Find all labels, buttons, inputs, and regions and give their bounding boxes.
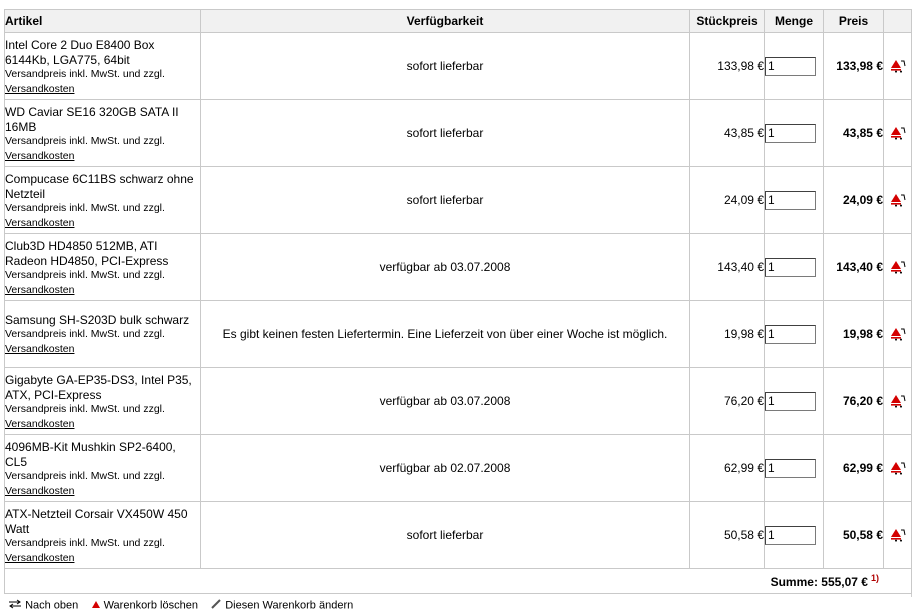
price-cell: 62,99 € [824,435,884,502]
shipping-cost-link[interactable]: Versandkosten [5,283,75,296]
quantity-input[interactable] [765,459,816,478]
article-cell [5,234,201,301]
quantity-cell [765,435,824,502]
availability-cell: sofort lieferbar [201,33,690,100]
shipping-note: Versandpreis inkl. MwSt. und zzgl. [5,402,165,415]
action-cell [884,100,912,167]
article-cell [5,100,201,167]
action-cell [884,502,912,569]
shipping-cost-link[interactable]: Versandkosten [5,216,75,229]
cart-remove-icon[interactable] [890,461,906,475]
table-row [5,33,912,100]
column-header-actions [884,10,912,33]
cart-total: Summe: 555,07 € [770,575,868,589]
table-row [5,234,912,301]
availability-cell: sofort lieferbar [201,167,690,234]
article-cell [5,301,201,368]
table-row [5,301,912,368]
shipping-note: Versandpreis inkl. MwSt. und zzgl. [5,268,165,281]
quantity-cell [765,167,824,234]
table-row [5,368,912,435]
shipping-note: Versandpreis inkl. MwSt. und zzgl. [5,67,165,80]
quantity-cell [765,234,824,301]
shipping-note: Versandpreis inkl. MwSt. und zzgl. [5,469,165,482]
article-cell [5,502,201,569]
article-cell [5,435,201,502]
article-name: WD Caviar SE16 320GB SATA II 16MB [5,104,179,134]
quantity-cell [765,100,824,167]
shipping-cost-link[interactable]: Versandkosten [5,417,75,430]
column-header-menge: Menge [765,10,824,33]
article-name: Club3D HD4850 512MB, ATI Radeon HD4850, PCI-Express [5,238,169,268]
column-header-preis: Preis [824,10,884,33]
quantity-input[interactable] [765,258,816,277]
quantity-input[interactable] [765,57,816,76]
action-cell [884,368,912,435]
quantity-input[interactable] [765,124,816,143]
action-cell [884,167,912,234]
quantity-input[interactable] [765,325,816,344]
column-header-artikel: Artikel [5,10,201,33]
availability-cell: sofort lieferbar [201,502,690,569]
column-header-stueckpreis: Stückpreis [690,10,765,33]
shipping-note: Versandpreis inkl. MwSt. und zzgl. [5,134,165,147]
quantity-input[interactable] [765,191,816,210]
legend-label-up[interactable]: Nach oben [25,599,79,612]
shipping-note: Versandpreis inkl. MwSt. und zzgl. [5,201,165,214]
legend-label-edit-cart[interactable]: Diesen Warenkorb ändern [225,599,354,612]
cart-table [4,9,912,594]
unit-price-cell: 133,98 € [690,33,765,100]
unit-price-cell: 19,98 € [690,301,765,368]
shipping-cost-link[interactable]: Versandkosten [5,343,75,355]
price-cell: 19,98 € [824,301,884,368]
table-row [5,435,912,502]
shipping-cost-link[interactable]: Versandkosten [5,484,75,497]
unit-price-cell: 43,85 € [690,100,765,167]
cart-header-row [5,10,912,33]
shipping-cost-link[interactable]: Versandkosten [5,149,75,162]
table-row [5,167,912,234]
price-cell: 24,09 € [824,167,884,234]
table-row [5,502,912,569]
price-cell: 50,58 € [824,502,884,569]
shipping-cost-link[interactable]: Versandkosten [5,551,75,564]
article-name: 4096MB-Kit Mushkin SP2-6400, CL5 [5,439,176,469]
shipping-cost-link[interactable]: Versandkosten [5,82,75,95]
cart-remove-icon[interactable] [890,193,906,207]
unit-price-cell: 62,99 € [690,435,765,502]
action-cell [884,301,912,368]
quantity-cell [765,502,824,569]
availability-cell: Es gibt keinen festen Liefertermin. Eine Lieferzeit von über einer Woche ist möglich. [201,301,690,368]
article-name: Samsung SH-S203D bulk schwarz [5,313,190,327]
shipping-note: Versandpreis inkl. MwSt. und zzgl. [5,536,165,549]
article-cell [5,368,201,435]
article-name: Gigabyte GA-EP35-DS3, Intel P35, ATX, PCI-Express [5,372,192,402]
article-name: ATX-Netzteil Corsair VX450W 450 Watt [5,506,188,536]
table-row [5,100,912,167]
summary-cell [5,569,912,594]
summary-row [5,569,912,594]
price-cell: 133,98 € [824,33,884,100]
cart-remove-icon[interactable] [890,394,906,408]
price-cell: 43,85 € [824,100,884,167]
unit-price-cell: 24,09 € [690,167,765,234]
availability-cell: sofort lieferbar [201,100,690,167]
legend-label-delete-cart[interactable]: Warenkorb löschen [103,599,198,612]
price-cell: 76,20 € [824,368,884,435]
cart-remove-icon[interactable] [890,528,906,542]
shipping-note: Versandpreis inkl. MwSt. und zzgl. [5,328,165,340]
cart-remove-icon[interactable] [890,327,906,341]
article-cell [5,167,201,234]
cart-body [5,33,912,594]
article-name: Intel Core 2 Duo E8400 Box 6144Kb, LGA775, 64bit [5,37,155,67]
quantity-input[interactable] [765,392,816,411]
price-cell: 143,40 € [824,234,884,301]
cart-remove-icon[interactable] [890,126,906,140]
article-cell [5,33,201,100]
unit-price-cell: 50,58 € [690,502,765,569]
unit-price-cell: 143,40 € [690,234,765,301]
quantity-cell [765,368,824,435]
availability-cell: verfügbar ab 03.07.2008 [201,368,690,435]
article-name: Compucase 6C11BS schwarz ohne Netzteil [5,171,194,201]
footnote-marker: 1) [870,573,879,583]
availability-cell: verfügbar ab 02.07.2008 [201,435,690,502]
cart-remove-icon[interactable] [890,260,906,274]
quantity-cell [765,33,824,100]
quantity-cell [765,301,824,368]
quantity-input[interactable] [765,526,816,545]
cart-remove-icon[interactable] [890,59,906,73]
column-header-verfuegbarkeit: Verfügbarkeit [201,10,690,33]
action-cell [884,234,912,301]
availability-cell: verfügbar ab 03.07.2008 [201,234,690,301]
action-cell [884,33,912,100]
action-cell [884,435,912,502]
unit-price-cell: 76,20 € [690,368,765,435]
